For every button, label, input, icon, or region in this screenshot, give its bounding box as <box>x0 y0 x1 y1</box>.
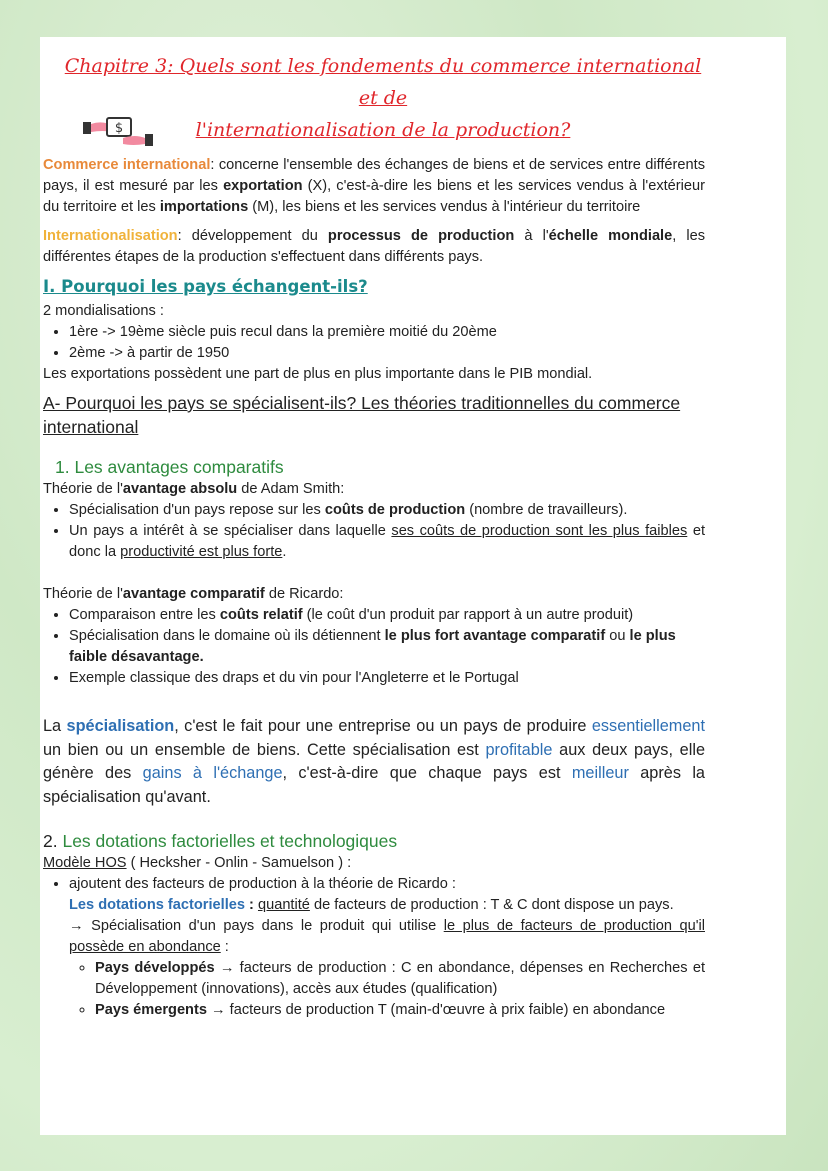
part1-heading: 1. Les avantages comparatifs <box>55 457 284 477</box>
countries-list <box>69 958 705 1021</box>
list-item: • 2ème -> à partir de 1950 <box>69 343 705 364</box>
mondialisations-conclusion: Les exportations possèdent une part de plus en plus importante dans le PIB mondial. <box>43 366 593 382</box>
hos-list <box>43 874 705 1021</box>
list-item: • ajoutent des facteurs de production à la théorie de Ricardo : Les dotations factorielles : quantité de facteurs de production : T & C dont dispose un pays. → Spécialisation d'un pays dans le produit qui utilise le plus de facteurs de production qu'il possède en abondance : ◦ Pays développés → facteurs de production : C en abondance, dépenses en Recherches et Développement (innovations), accès aux études (qualification) ◦ Pays émergents → facteurs de production T (main-d'œuvre à prix faible) en abondance <box>69 874 705 1021</box>
dotations-definition: Les dotations factorielles : quantité de facteurs de production : T & C dont dispose un pays. <box>69 897 674 913</box>
chapter-title <box>58 50 708 146</box>
smith-theory: Théorie de l'avantage absolu de Adam Smith: <box>43 481 345 497</box>
ricardo-theory: Théorie de l'avantage comparatif de Ricardo: <box>43 586 344 602</box>
term-internationalisation: Internationalisation <box>43 228 178 244</box>
list-item: • Spécialisation d'un pays repose sur les coûts de production (nombre de travailleurs). <box>69 500 705 521</box>
subsection-title-a: A- Pourquoi les pays se spécialisent-ils? Les théories traditionnelles du commerce international <box>43 393 681 437</box>
mondialisations-intro: 2 mondialisations : <box>43 303 164 319</box>
smith-list <box>43 500 705 563</box>
hos-model: Modèle HOS ( Hecksher - Onlin - Samuelson ) : <box>43 855 352 871</box>
ricardo-list <box>43 605 705 689</box>
list-item: • Comparaison entre les coûts relatif (le coût d'un produit par rapport à un autre produit) <box>69 605 705 626</box>
chapter-title-line1: Chapitre 3: Quels sont les fondements du commerce international et de <box>64 55 702 109</box>
list-item: • Exemple classique des draps et du vin pour l'Angleterre et le Portugal <box>69 668 705 689</box>
mondialisations-list <box>43 322 705 364</box>
list-item: • 1ère -> 19ème siècle puis recul dans la première moitié du 20ème <box>69 322 705 343</box>
svg-text:$: $ <box>114 121 124 136</box>
part2-heading: 2. Les dotations factorielles et technologiques <box>43 831 398 851</box>
list-item: • Spécialisation dans le domaine où ils détiennent le plus fort avantage comparatif ou le plus faible désavantage. <box>69 626 705 668</box>
definition-internationalisation: Internationalisation: développement du processus de production à l'échelle mondiale, les différentes étapes de la production s'effectuent dans différents pays. <box>43 228 706 265</box>
specialisation-paragraph: La spécialisation, c'est le fait pour une entreprise ou un pays de produire essentiellement un bien ou un ensemble de biens. Cette spécialisation est profitable aux deux pays, elle génère des gains à l'échange, c'est-à-dire que chaque pays est meilleur après la spécialisation qu'avant. <box>43 717 705 806</box>
definition-commerce: Commerce international: concerne l'ensemble des échanges de biens et de services entre différents pays, il est mesuré par les exportation (X), c'est-à-dire les biens et les services vendus à l'extérieur du territoire et les importations (M), les biens et les services vendus à l'intérieur du territoire <box>43 157 705 215</box>
specialisation-rule: → Spécialisation d'un pays dans le produit qui utilise le plus de facteurs de production qu'il possède en abondance : <box>69 918 705 955</box>
section-title-1: I. Pourquoi les pays échangent-ils? <box>43 277 368 296</box>
list-item: ◦ Pays émergents → facteurs de production T (main-d'œuvre à prix faible) en abondance <box>95 1000 705 1021</box>
list-item: • Un pays a intérêt à se spécialiser dans laquelle ses coûts de production sont les plus faibles et donc la productivité est plus forte. <box>69 521 705 563</box>
list-item: ◦ Pays développés → facteurs de production : C en abondance, dépenses en Recherches et Développement (innovations), accès aux études (qualification) <box>95 958 705 1000</box>
money-hands-icon <box>83 116 153 150</box>
term-commerce: Commerce international <box>43 157 211 173</box>
chapter-title-line2: l'internationalisation de la production? <box>195 119 571 141</box>
